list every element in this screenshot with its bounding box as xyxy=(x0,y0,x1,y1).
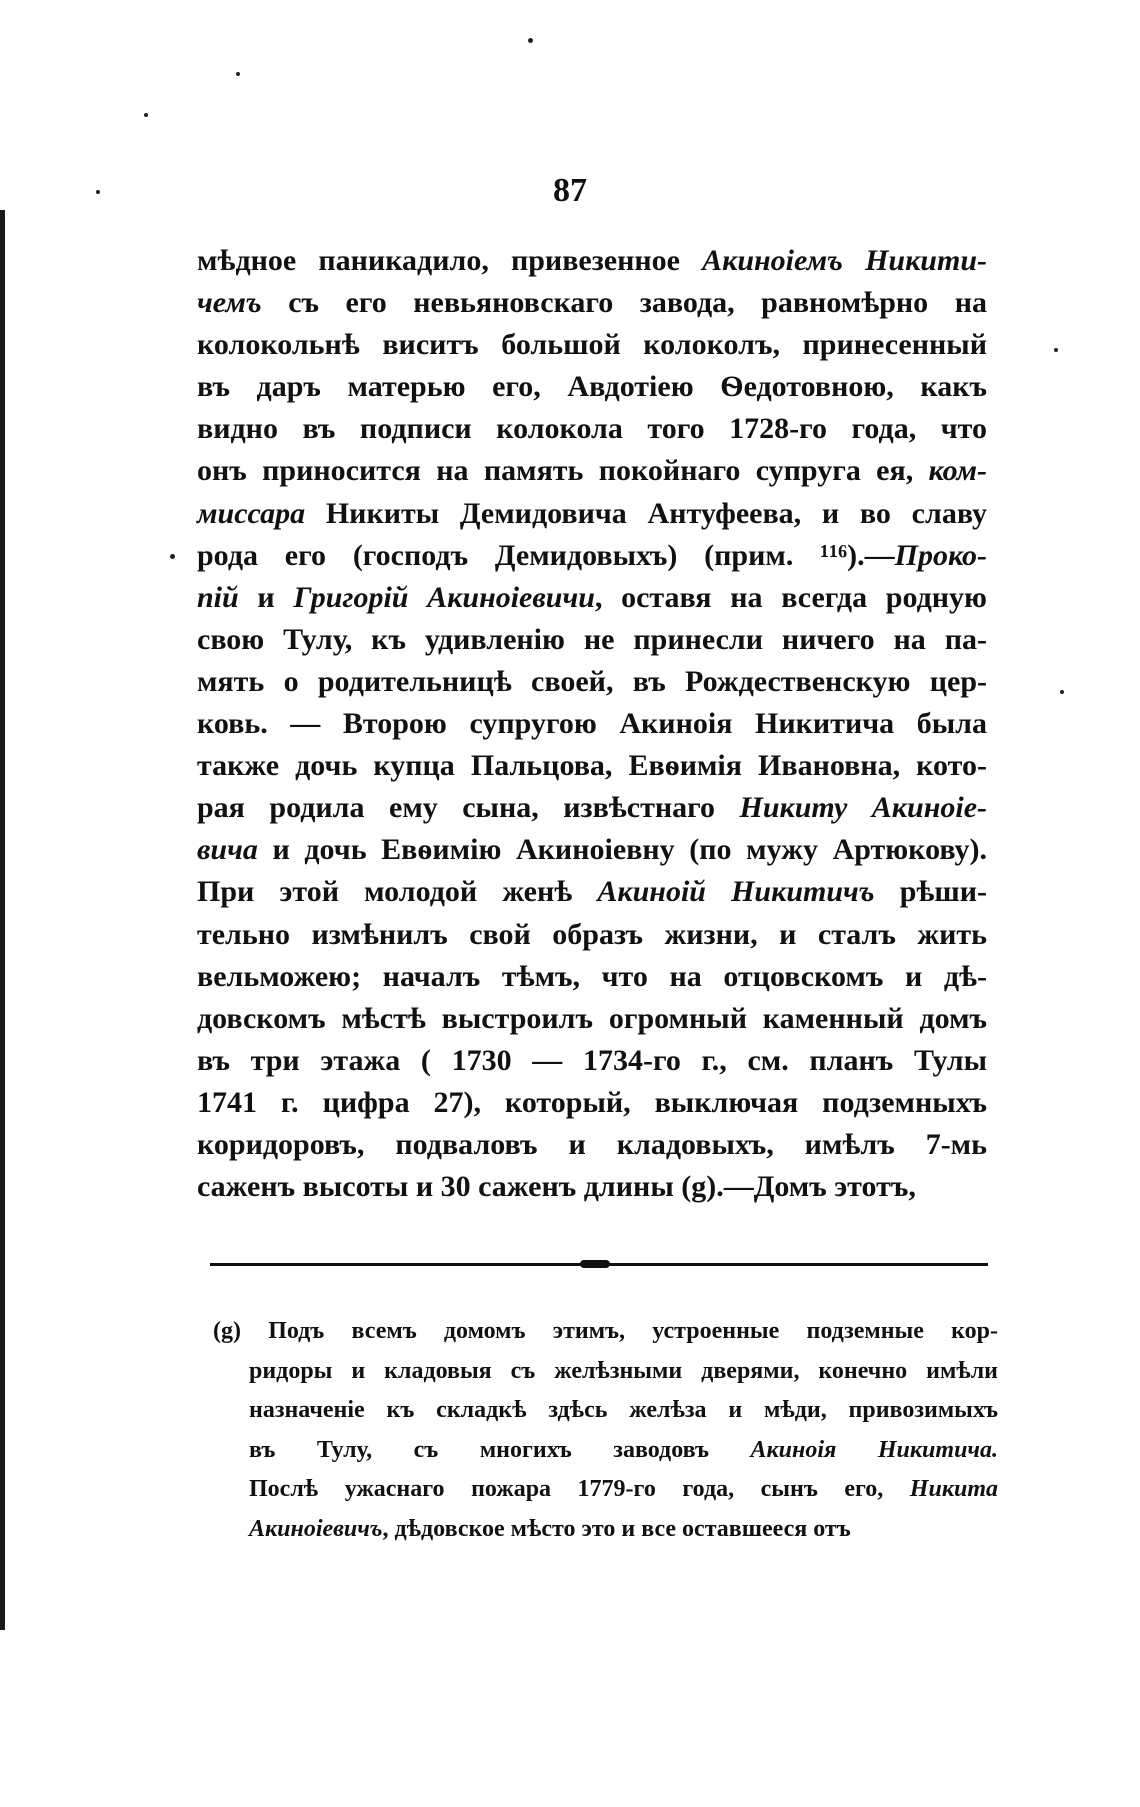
text-run: 1741 г. цифра 27), который, выключая подземныхъ xyxy=(197,1085,987,1119)
separator-ornament xyxy=(580,1260,610,1268)
text-run: онъ приносится на память покойнаго супруга ея, xyxy=(197,454,929,488)
text-run: рѣши- xyxy=(874,875,988,909)
italic-text-run: Никита xyxy=(909,1476,998,1502)
italic-text-run: Акиноій Никитичъ xyxy=(597,875,875,909)
text-run: съ его невьяновскаго завода, равномѣрно на xyxy=(261,286,987,320)
text-run: мять о родительницѣ своей, въ Рождественскую цер- xyxy=(197,664,987,698)
text-line xyxy=(197,282,987,324)
italic-text-run: чемъ xyxy=(197,286,262,320)
print-speck xyxy=(528,38,533,43)
text-line xyxy=(197,619,987,661)
italic-text-run: Акиноіевичъ xyxy=(249,1515,383,1542)
text-run: Никиты Демидовича Антуфеева, и во славу xyxy=(305,496,987,530)
page-binding-edge xyxy=(0,210,5,1630)
footnote-line xyxy=(213,1470,998,1510)
text-line xyxy=(197,450,987,492)
footnote-line xyxy=(213,1352,998,1392)
text-run: мѣдное паникадило, привезенное xyxy=(197,244,703,277)
text-run: тельно измѣнилъ свой образъ жизни, и сталъ жить xyxy=(197,917,987,951)
text-line xyxy=(197,1082,987,1124)
print-speck xyxy=(170,554,175,559)
text-run: ридоры и кладовыя съ желѣзными дверями, конечно имѣли xyxy=(249,1357,998,1384)
text-line xyxy=(197,829,987,871)
text-line xyxy=(197,493,987,535)
footnote-line xyxy=(213,1391,998,1431)
text-run: назначеніе къ складкѣ здѣсь желѣза и мѣди, привозимыхъ xyxy=(249,1397,998,1423)
text-run: въ три этажа ( 1730 — 1734-го г., см. планъ Тулы xyxy=(197,1043,987,1077)
text-run: , дѣдовское мѣсто это и все оставшееся отъ xyxy=(382,1515,851,1542)
text-run: (g) Подъ всемъ домомъ этимъ, устроенные подземные кор- xyxy=(213,1318,998,1344)
print-speck xyxy=(1060,690,1064,694)
text-run: саженъ высоты и 30 саженъ длины (g).—Домъ этотъ, xyxy=(197,1170,916,1204)
text-line xyxy=(197,324,987,366)
italic-text-run: пій xyxy=(197,580,239,614)
footnote-line xyxy=(213,1312,998,1352)
text-run: довскомъ мѣстѣ выстроилъ огромный каменный домъ xyxy=(197,1001,987,1035)
text-line xyxy=(197,745,987,787)
text-run: ковь. — Второю супругою Акиноія Никитича была xyxy=(197,707,987,741)
text-line xyxy=(197,914,987,956)
text-run: также дочь купца Пальцова, Евѳимія Ивановна, кото- xyxy=(197,749,987,783)
italic-text-run: Акиноія Никитича. xyxy=(750,1436,999,1463)
text-run: свою Тулу, къ удивленію не принесли ничего на па- xyxy=(197,622,987,656)
page-number: 87 xyxy=(553,172,587,209)
text-run: , оставя на всегда родную xyxy=(594,580,987,614)
text-line xyxy=(197,661,987,703)
text-run: вельможею; началъ тѣмъ, что на отцовскомъ и дѣ- xyxy=(197,959,987,993)
text-line xyxy=(197,956,987,998)
italic-text-run: миссара xyxy=(197,496,306,530)
italic-text-run: Акиноіемъ Никити- xyxy=(702,244,987,277)
text-line xyxy=(197,787,987,829)
text-line xyxy=(197,577,987,619)
text-run: въ даръ матерью его, Авдотіею Ѳедотовною, какъ xyxy=(197,370,987,404)
text-run: въ Тулу, съ многихъ заводовъ xyxy=(249,1436,751,1463)
text-line xyxy=(197,240,987,282)
text-run: колокольнѣ виситъ большой колоколъ, принесенный xyxy=(197,328,987,362)
italic-text-run: ком- xyxy=(928,454,987,488)
text-run: Послѣ ужаснаго пожара 1779-го года, сынъ его, xyxy=(249,1476,910,1502)
text-run: видно въ подписи колокола того 1728-го года, что xyxy=(197,412,987,446)
footnote-block xyxy=(213,1312,998,1549)
italic-text-run: Никиту Акиноіе- xyxy=(739,791,987,825)
text-run: и дочь Евѳимію Акиноіевну (по мужу Артюкову). xyxy=(257,833,987,867)
text-line xyxy=(197,1124,987,1166)
text-run: рая родила ему сына, извѣстнаго xyxy=(197,791,740,825)
text-line xyxy=(197,998,987,1040)
text-line xyxy=(197,1166,987,1208)
text-line xyxy=(197,703,987,745)
text-line xyxy=(197,366,987,408)
print-speck xyxy=(1054,348,1058,352)
text-line xyxy=(197,535,987,577)
footnote-line xyxy=(213,1510,998,1550)
text-run: рода его (господъ Демидовыхъ) (прим. ¹¹⁶).— xyxy=(197,538,895,572)
italic-text-run: вича xyxy=(197,833,258,867)
text-run: коридоровъ, подваловъ и кладовыхъ, имѣлъ 7-мь xyxy=(197,1127,987,1161)
text-line xyxy=(197,1040,987,1082)
text-run: и xyxy=(238,580,294,614)
print-speck xyxy=(236,72,240,76)
text-line xyxy=(197,408,987,450)
text-line xyxy=(197,871,987,913)
text-run: При этой молодой женѣ xyxy=(197,875,598,909)
main-text-block xyxy=(197,240,987,1208)
italic-text-run: Проко- xyxy=(894,538,987,572)
footnote-line xyxy=(213,1431,998,1471)
italic-text-run: Григорій Акиноіевичи xyxy=(293,580,595,614)
print-speck xyxy=(144,113,148,117)
